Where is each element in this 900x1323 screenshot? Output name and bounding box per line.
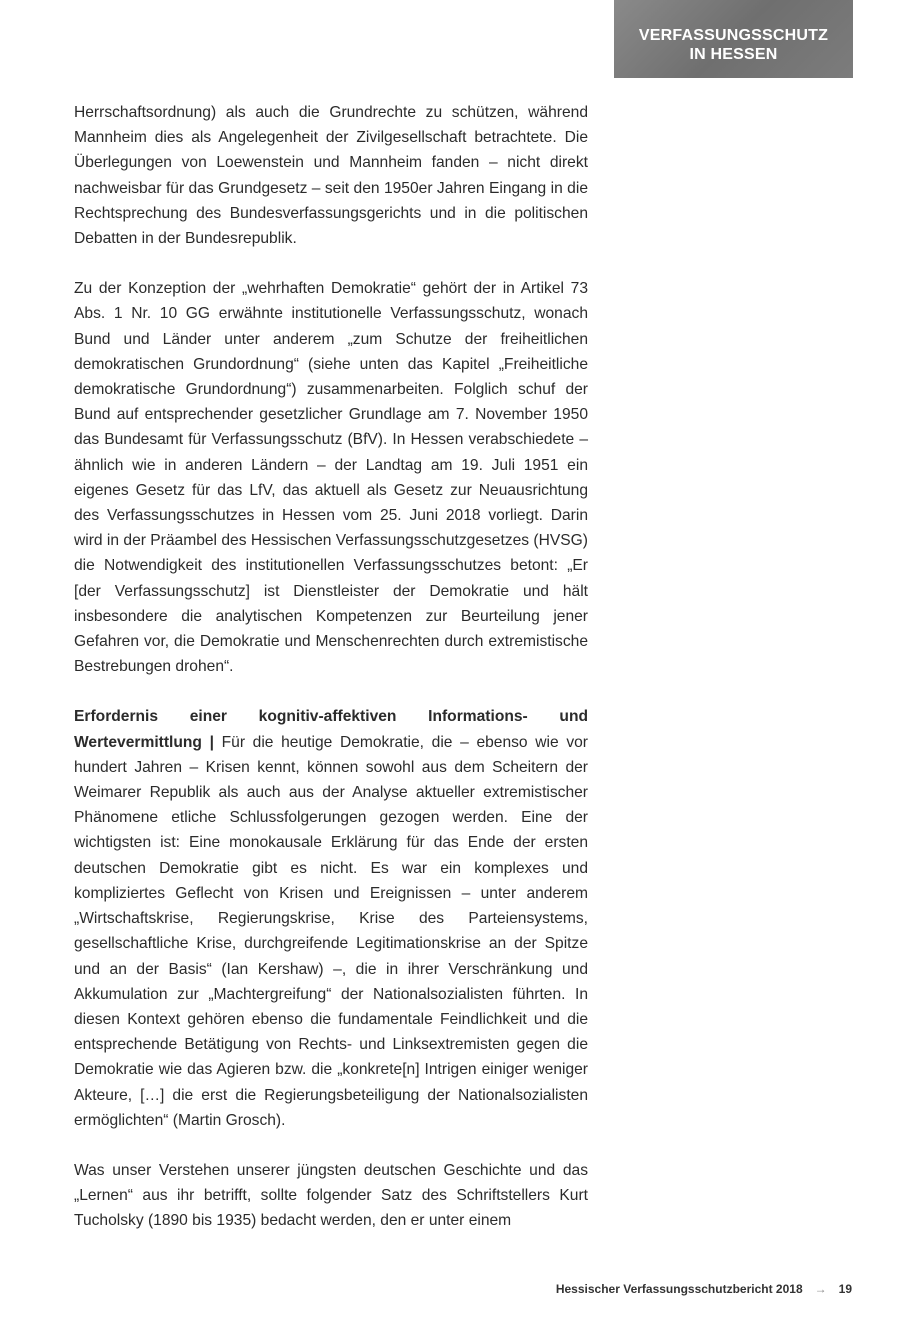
- header-line-2: IN HESSEN: [689, 46, 778, 63]
- paragraph-1: Herrschaftsordnung) als auch die Grundrechte zu schützen, während Mannheim dies als Angelegenheit der Zivilgesellschaft betrachtete. Die Überlegungen von Loewenstein und Mannheim fanden – nicht direkt nachweisbar für das Grundgesetz – seit den 1950er Jahren Eingang in die Rechtsprechung des Bundesverfassungsgerichts und in die politischen Debatten in der Bundesrepublik.: [74, 104, 588, 248]
- page-footer: [556, 1281, 852, 1297]
- page-number: 19: [838, 1282, 852, 1296]
- section-header-tag: [614, 0, 853, 78]
- footer-title: Hessischer Verfassungsschutzbericht 2018: [555, 1282, 803, 1296]
- section-body: Für die heutige Demokratie, die – ebenso wie vor hundert Jahren – Krisen kennt, können sowohl aus dem Scheitern der Weimarer Republik als auch aus der Analyse aktueller extremistischer Phänomene etliche Schlussfolgerungen gezogen werden. Eine der wichtigsten ist: Eine monokausale Erklärung für das Ende der ersten deutschen Demokratie gibt es nicht. Es war ein komplexes und kompliziertes Geflecht von Krisen und Ereignissen – unter anderem „Wirtschaftskrise, Regierungskrise, Krise des Parteiensystems, gesellschaftliche Krise, durchgreifende Legitimationskrise an der Spitze und an der Basis“ (Ian Kershaw) –, die in ihrer Verschränkung und Akkumulation zur „Machtergreifung“ der Nationalsozialisten führten. In diesen Kontext gehören ebenso die fundamentale Feindlichkeit und die entsprechende Betätigung von Rechts- und Linksextremisten gegen die Demokratie wie das Agieren bzw. die „konkrete[n] Intrigen einiger weniger Akteure, […] die erst die Regierungsbeteiligung der Nationalsozialisten ermöglichten“ (Martin Grosch).: [74, 733, 588, 1129]
- arrow-right-icon: →: [814, 1282, 827, 1296]
- closing-paragraph: Was unser Verstehen unserer jüngsten deutschen Geschichte und das „Lernen“ aus ihr betrifft, sollte folgender Satz des Schriftstellers Kurt Tucholsky (1890 bis 1935) bedacht werden, den er unter einem: [74, 1161, 588, 1230]
- section-heading: Erfordernis einer kognitiv-affektiven Informations- und Wertevermittlung |: [74, 708, 588, 751]
- header-line-1: VERFASSUNGSSCHUTZ: [638, 27, 829, 44]
- section-paragraph: [74, 704, 588, 1132]
- paragraph-2: Zu der Konzeption der „wehrhaften Demokratie“ gehört der in Artikel 73 Abs. 1 Nr. 10 GG erwähnte institutionelle Verfassungsschutz, wonach Bund und Länder unter anderem „zum Schutze der freiheitlichen demokratischen Grundordnung“ (siehe unten das Kapitel „Freiheitliche demokratische Grundordnung“) zusammenarbeiten. Folglich schuf der Bund auf entsprechender gesetzlicher Grundlage am 7. November 1950 das Bundesamt für Verfassungsschutz (BfV). In Hessen verabschiedete – ähnlich wie in anderen Ländern – der Landtag am 19. Juli 1951 ein eigenes Gesetz für das LfV, das aktuell als Gesetz zur Neuausrichtung des Verfassungsschutzes in Hessen vom 25. Juni 2018 vorliegt. Darin wird in der Präambel des Hessischen Verfassungsschutzgesetzes (HVSG) die Notwendigkeit des institutionellen Verfassungsschutzes betont: „Er [der Verfassungsschutz] ist Dienstleister der Demokratie und hält insbesondere die analytischen Kompetenzen zur Beurteilung jener Gefahren vor, die Demokratie und Menschenrechten durch extremistische Bestrebungen drohen“.: [74, 280, 588, 676]
- main-text-column: [74, 100, 588, 1259]
